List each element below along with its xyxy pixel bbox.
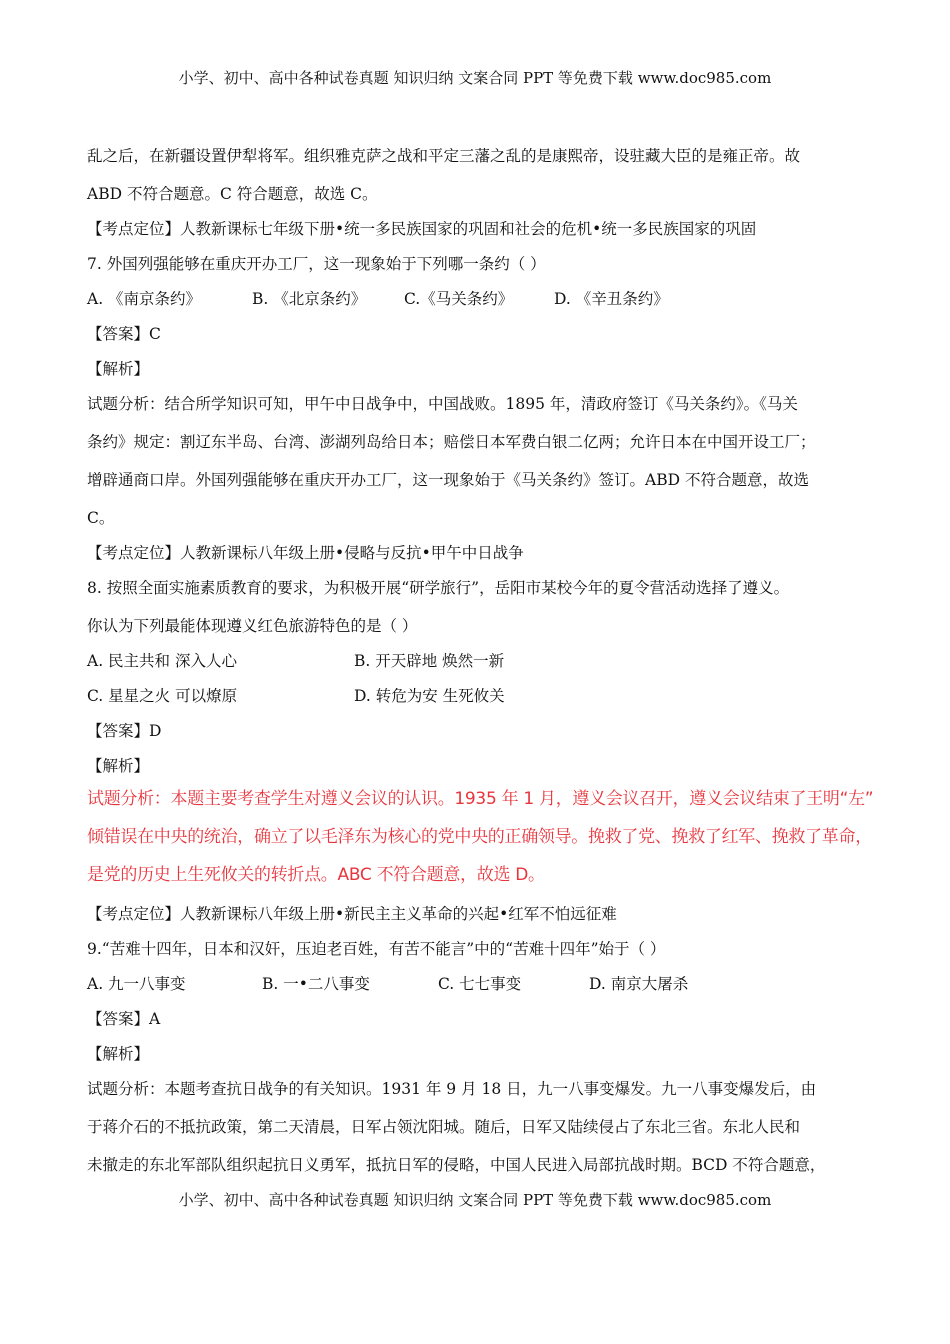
- analysis-text-red: 是党的历史上生死攸关的转折点。ABC 不符合题意，故选 D。: [87, 865, 545, 885]
- analysis-heading: 【解析】: [87, 1045, 150, 1063]
- text-line: C。: [87, 509, 115, 527]
- q8-option-a: A. 民主共和 深入人心: [87, 652, 237, 670]
- text-line: 试题分析：结合所学知识可知，甲午中日战争中，中国战败。1895 年，清政府签订《马关条约》。《马关: [87, 395, 798, 413]
- knowledge-point: 【考点定位】人教新课标八年级上册•侵略与反抗•甲午中日战争: [87, 544, 524, 562]
- page-header: 小学、初中、高中各种试卷真题 知识归纳 文案合同 PPT 等免费下载 www.doc985.com: [178, 69, 772, 87]
- q8-option-d: D. 转危为安 生死攸关: [354, 687, 505, 705]
- q9-option-c: C. 七七事变: [438, 975, 522, 993]
- question-7: 7. 外国列强能够在重庆开办工厂，这一现象始于下列哪一条约（ ）: [87, 255, 546, 273]
- q9-option-a: A. 九一八事变: [87, 975, 186, 993]
- q9-option-d: D. 南京大屠杀: [589, 975, 689, 993]
- text-line: 条约》规定：割辽东半岛、台湾、澎湖列岛给日本；赔偿日本军费白银二亿两；允许日本在中国开设工厂；: [87, 433, 816, 451]
- q7-option-c: C.《马关条约》: [404, 290, 514, 308]
- answer: 【答案】C: [87, 325, 161, 343]
- q7-options: [87, 289, 669, 309]
- analysis-text-red: 试题分析：本题主要考查学生对遵义会议的认识。1935 年 1 月，遵义会议召开，遵义会议结束了王明“左”: [87, 789, 874, 809]
- q9-option-b: B. 一•二八事变: [262, 975, 370, 993]
- q8-options-row1: [87, 651, 504, 671]
- text-line: ABD 不符合题意。C 符合题意，故选 C。: [87, 185, 378, 203]
- text-line: 未撤走的东北军部队组织起抗日义勇军，抵抗日军的侵略，中国人民进入局部抗战时期。BCD 不符合题意，: [87, 1156, 826, 1174]
- page-footer: 小学、初中、高中各种试卷真题 知识归纳 文案合同 PPT 等免费下载 www.doc985.com: [178, 1191, 772, 1209]
- analysis-text-red: 倾错误在中央的统治，确立了以毛泽东为核心的党中央的正确领导。挽救了党、挽救了红军、挽救了革命，: [87, 827, 872, 847]
- analysis-heading: 【解析】: [87, 360, 150, 378]
- text-line: 增辟通商口岸。外国列强能够在重庆开办工厂，这一现象始于《马关条约》签订。ABD 不符合题意，故选: [87, 471, 809, 489]
- q7-option-a: A. 《南京条约》: [87, 290, 202, 308]
- text-line: 你认为下列最能体现遵义红色旅游特色的是（ ）: [87, 617, 418, 635]
- question-8: 8. 按照全面实施素质教育的要求，为积极开展“研学旅行”，岳阳市某校今年的夏令营活动选择了遵义。: [87, 579, 790, 597]
- q8-option-c: C. 星星之火 可以燎原: [87, 687, 238, 705]
- q8-options-row2: [87, 686, 505, 706]
- q7-option-d: D. 《辛丑条约》: [554, 290, 669, 308]
- answer: 【答案】A: [87, 1010, 161, 1028]
- text-line: 乱之后，在新疆设置伊犁将军。组织雅克萨之战和平定三藩之乱的是康熙帝，设驻藏大臣的是雍正帝。故: [87, 147, 801, 165]
- text-line: 于蒋介石的不抵抗政策，第二天清晨，日军占领沈阳城。随后，日军又陆续侵占了东北三省。东北人民和: [87, 1118, 801, 1136]
- q8-option-b: B. 开天辟地 焕然一新: [354, 652, 505, 670]
- text-line: 试题分析：本题考查抗日战争的有关知识。1931 年 9 月 18 日，九一八事变爆发。九一八事变爆发后，由: [87, 1080, 817, 1098]
- answer: 【答案】D: [87, 722, 162, 740]
- q9-options: [87, 974, 688, 994]
- knowledge-point: 【考点定位】人教新课标七年级下册•统一多民族国家的巩固和社会的危机•统一多民族国家的巩固: [87, 220, 757, 238]
- q7-option-b: B. 《北京条约》: [252, 290, 367, 308]
- knowledge-point: 【考点定位】人教新课标八年级上册•新民主主义革命的兴起•红军不怕远征难: [87, 905, 617, 923]
- analysis-heading: 【解析】: [87, 757, 150, 775]
- question-9: 9.“苦难十四年，日本和汉奸，压迫老百姓，有苦不能言”中的“苦难十四年”始于（ ）: [87, 940, 666, 958]
